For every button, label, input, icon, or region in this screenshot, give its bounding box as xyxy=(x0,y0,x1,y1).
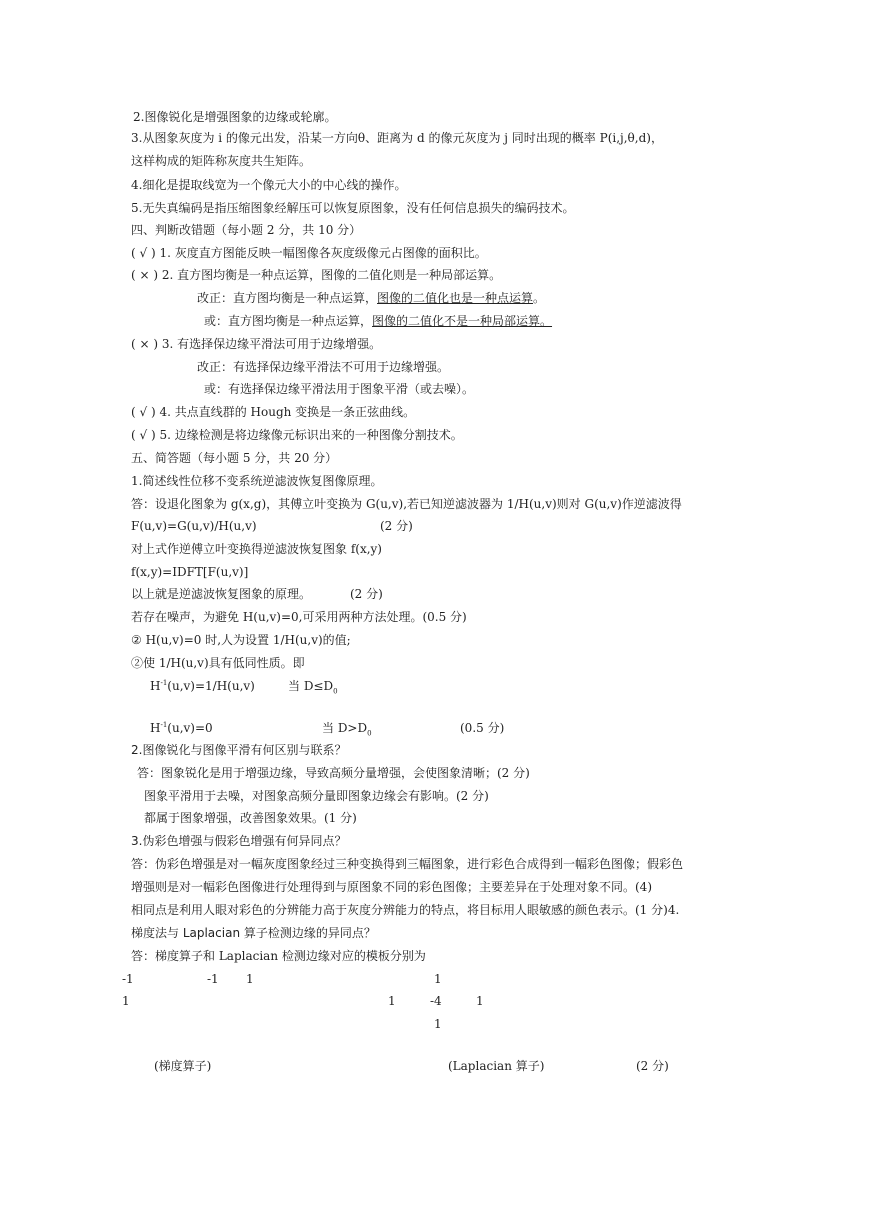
short-q1-answer-line-6: 若存在噪声，为避免 H(u,v)=0,可采用两种方法处理。(0.5 分) xyxy=(131,610,467,624)
formula-superscript: -1 xyxy=(160,679,168,687)
condition-subscript: 0 xyxy=(333,687,338,696)
short-q1-answer-line-7: ② H(u,v)=0 时,人为设置 1/H(u,v)的值; xyxy=(131,633,351,647)
correction-suffix: 。 xyxy=(533,291,546,305)
alternative-prefix: 或：直方图均衡是一种点运算， xyxy=(204,314,373,328)
short-q1-formula-2: f(x,y)=IDFT[F(u,v)] xyxy=(131,565,249,579)
short-q1-condition-1 xyxy=(288,678,338,694)
gradient-template-cell: 1 xyxy=(122,994,130,1008)
short-q2-answer-1: 答：图象锐化是用于增强边缘，导致高频分量增强，会使图象清晰；(2 分) xyxy=(137,766,530,780)
short-q1-answer-line-5: 以上就是逆滤波恢复图象的原理。 xyxy=(131,587,312,601)
short-q1-answer-line-8: ②使 1/H(u,v)具有低同性质。即 xyxy=(131,656,305,670)
laplacian-template-cell: 1 xyxy=(476,994,484,1008)
short-q2-title: 2.图像锐化与图像平滑有何区别与联系？ xyxy=(131,743,347,757)
correction-underlined: 图像的二值化也是一种点运算 xyxy=(377,291,534,305)
short-q4-answer-1: 答：梯度算子和 Laplacian 检测边缘对应的模板分别为 xyxy=(131,949,426,963)
short-q1-score-1: (2 分) xyxy=(380,519,413,533)
judge-q3-alternative: 或：有选择保边缘平滑法用于图象平滑（或去噪）。 xyxy=(204,382,475,396)
judge-q2-alternative xyxy=(204,313,552,329)
short-q1-condition-formula-2 xyxy=(150,720,213,736)
item-3-line-1: 3.从图象灰度为 i 的像元出发，沿某一方向θ、距离为 d 的像元灰度为 j 同时出现的概率 P(i,j,θ,d)， xyxy=(131,131,663,145)
laplacian-template-cell: 1 xyxy=(434,972,442,986)
item-2: 2.图像锐化是增强图象的边缘或轮廓。 xyxy=(133,110,337,124)
judge-q1: ( √ ) 1. 灰度直方图能反映一幅图像各灰度级像元占图像的面积比。 xyxy=(131,246,487,260)
short-q3-answer-2: 增强则是对一幅彩色图像进行处理得到与原图象不同的彩色图像；主要差异在于处理对象不同。(4) xyxy=(131,880,653,894)
laplacian-template-cell: 1 xyxy=(388,994,396,1008)
judge-q4: ( √ ) 4. 共点直线群的 Hough 变换是一条正弦曲线。 xyxy=(131,405,416,419)
gradient-caption: (梯度算子) xyxy=(154,1059,212,1073)
section-heading-5: 五、简答题（每小题 5 分，共 20 分） xyxy=(131,451,338,465)
condition-text: 当 D>D xyxy=(322,721,368,735)
section-heading-4: 四、判断改错题（每小题 2 分，共 10 分） xyxy=(131,223,362,237)
formula-h: H xyxy=(150,721,161,735)
short-q2-answer-3: 都属于图象增强，改善图象效果。(1 分) xyxy=(144,811,357,825)
laplacian-template-cell: -4 xyxy=(430,994,442,1008)
short-q2-answer-2: 图象平滑用于去噪，对图象高频分量即图象边缘会有影响。(2 分) xyxy=(144,789,489,803)
judge-q3: ( × ) 3. 有选择保边缘平滑法可用于边缘增强。 xyxy=(131,337,382,351)
short-q3-answer-1: 答：伪彩色增强是对一幅灰度图象经过三种变换得到三幅图象，进行彩色合成得到一幅彩色图像；假彩色 xyxy=(131,857,684,871)
gradient-template-cell: 1 xyxy=(246,972,254,986)
judge-q2-correction xyxy=(197,290,545,306)
gradient-template-cell: -1 xyxy=(207,972,219,986)
short-q1-condition-formula-1 xyxy=(150,678,255,694)
templates-score: (2 分) xyxy=(636,1059,669,1073)
short-q1-answer-line-1: 答：设退化图象为 g(x,g)，其傅立叶变换为 G(u,v),若已知逆滤波器为 1/H(u,v)则对 G(u,v)作逆滤波得 xyxy=(131,497,682,511)
item-5: 5.无失真编码是指压缩图象经解压可以恢复原图象，没有任何信息损失的编码技术。 xyxy=(131,201,575,215)
item-3-line-2: 这样构成的矩阵称灰度共生矩阵。 xyxy=(131,154,312,168)
short-q3-answer-3: 相同点是利用人眼对彩色的分辨能力高于灰度分辨能力的特点，将目标用人眼敏感的颜色表示。(1 分)4. xyxy=(131,903,680,917)
judge-q5: ( √ ) 5. 边缘检测是将边缘像元标识出来的一种图像分割技术。 xyxy=(131,428,463,442)
short-q1-score-3: (0.5 分) xyxy=(460,721,505,735)
item-4: 4.细化是提取线宽为一个像元大小的中心线的操作。 xyxy=(131,178,407,192)
laplacian-caption: (Laplacian 算子) xyxy=(448,1059,545,1073)
judge-q2: ( × ) 2. 直方图均衡是一种点运算，图像的二值化则是一种局部运算。 xyxy=(131,268,502,282)
short-q1-answer-line-3: 对上式作逆傅立叶变换得逆滤波恢复图象 f(x,y) xyxy=(131,542,382,556)
condition-subscript: 0 xyxy=(367,729,372,738)
correction-prefix: 改正：直方图均衡是一种点运算， xyxy=(197,291,378,305)
short-q1-title: 1.简述线性位移不变系统逆滤波恢复图像原理。 xyxy=(131,474,383,488)
condition-text: 当 D≤D xyxy=(288,679,334,693)
formula-body: (u,v)=1/H(u,v) xyxy=(167,679,255,693)
short-q3-title: 3.伪彩色增强与假彩色增强有何异同点？ xyxy=(131,834,347,848)
short-q1-formula-1: F(u,v)=G(u,v)/H(u,v) xyxy=(131,519,257,533)
short-q1-score-2: (2 分) xyxy=(350,587,383,601)
formula-body: (u,v)=0 xyxy=(167,721,213,735)
short-q4-title: 梯度法与 Laplacian 算子检测边缘的异同点？ xyxy=(131,926,376,940)
alternative-underlined: 图像的二值化不是一种局部运算。 xyxy=(372,314,553,328)
gradient-template-cell: -1 xyxy=(122,972,134,986)
judge-q3-correction: 改正：有选择保边缘平滑法不可用于边缘增强。 xyxy=(197,360,450,374)
laplacian-template-cell: 1 xyxy=(434,1017,442,1031)
short-q1-condition-2 xyxy=(322,720,372,736)
formula-h: H xyxy=(150,679,161,693)
formula-superscript: -1 xyxy=(160,721,168,729)
